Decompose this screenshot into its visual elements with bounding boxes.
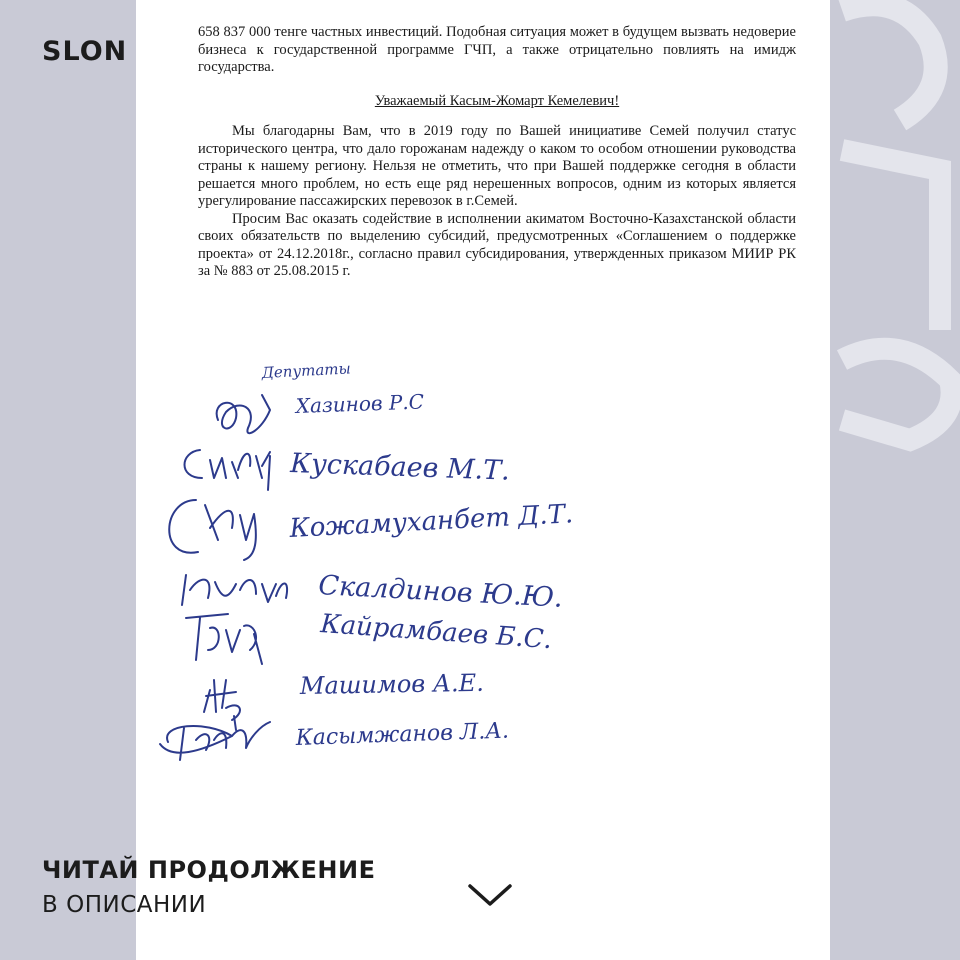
brand-logo: SLON bbox=[42, 36, 128, 67]
signatory-name: Кайрамбаев Б.С. bbox=[319, 609, 553, 656]
signatures-header: Депутаты bbox=[261, 359, 352, 382]
cta-line-secondary: В ОПИСАНИИ bbox=[42, 892, 207, 918]
paragraph-top: 658 837 000 тенге частных инвестиций. Подобная ситуация может в будущем вызвать недоверие бизнеса к государственной программе ГЧП, а также отрицательно повлиять на имидж государства. bbox=[198, 24, 796, 75]
signature-mark bbox=[160, 722, 270, 760]
paragraph-thanks: Мы благодарны Вам, что в 2019 году по Вашей инициативе Семей получил статус исторического центра, что дало горожанам надежду о каком то особом отношении руководства страны к нашему региону. Нельзя не отметить, что при Вашей поддержке сегодня в области решается много проблем, но есть еще ряд нерешенных вопросов, одним из которых является урегулирование пассажирских перевозок в г.Семей. bbox=[198, 123, 796, 209]
signatory-name: Кожамуханбет Д.Т. bbox=[288, 499, 574, 544]
paragraph-request: Просим Вас оказать содействие в исполнении акиматом Восточно-Казахстанской области своих обязательств по выделению субсидий, предусмотренных «Соглашением о поддержке проекта» от 24.12.2018г., согласно правил субсидирования, утвержденных приказом МИИР РК за № 883 от 25.08.2015 г. bbox=[198, 210, 796, 279]
signature-mark bbox=[182, 575, 287, 605]
signature-mark bbox=[186, 614, 262, 664]
signature-mark bbox=[169, 500, 256, 560]
signatory-name: Хазинов Р.С bbox=[295, 389, 425, 418]
chevron-down-icon[interactable] bbox=[466, 880, 516, 910]
signature-mark bbox=[217, 395, 270, 433]
signatory-name: Скалдинов Ю.Ю. bbox=[317, 570, 564, 614]
signatory-name: Кускабаев М.Т. bbox=[289, 448, 511, 487]
signature-mark bbox=[204, 680, 240, 730]
signatory-name: Машимов А.Е. bbox=[299, 668, 485, 700]
salutation: Уважаемый Касым-Жомарт Кемелевич! bbox=[374, 92, 620, 109]
cta-line-primary: ЧИТАЙ ПРОДОЛЖЕНИЕ bbox=[42, 856, 376, 884]
signatory-name: Касымжанов Л.А. bbox=[295, 718, 510, 751]
read-more-caption bbox=[42, 856, 376, 918]
signature-mark bbox=[185, 450, 271, 490]
